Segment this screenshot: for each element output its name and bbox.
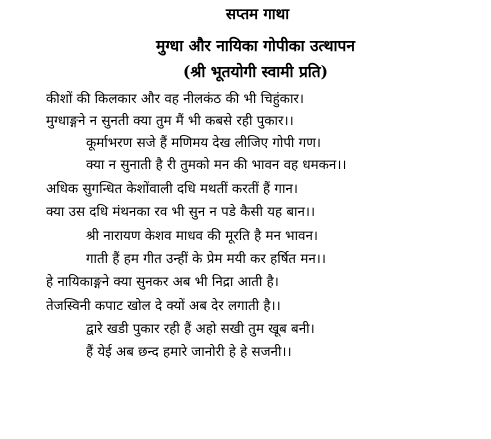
verse-line-4: क्या न सुनाती है री तुमको मन की भावन वह धमकन।। — [86, 158, 347, 173]
verse-line-7: श्री नारायण केशव माधव की मूरति है मन भावन। — [86, 229, 319, 244]
verse-line-12: हैं येई अब छन्द हमारे जानोरी हे हे सजनी।। — [86, 345, 292, 360]
verse-line-1: कीशों की किलकार और वह नीलकंठ की भी चिहुंकार। — [46, 92, 304, 107]
verse-line-8: गाती हैं हम गीत उन्हीं के प्रेम मयी कर हर्षित मन।। — [86, 252, 326, 267]
verse-line-5: अधिक सुगन्धित केशोंवाली दधि मथतीं करतीं हैं गान। — [46, 182, 298, 197]
poem-title: सप्तम गाथा — [225, 5, 290, 23]
verse-line-6: क्या उस दधि मंथनका रव भी सुन न पडे कैसी यह बान।। — [46, 205, 316, 220]
poem-subtitle: मुग्धा और नायिका गोपीका उत्थापन — [156, 36, 355, 55]
verse-line-2: मुग्धाङ्गने न सुनती क्या तुम मैं भी कबसे रही पुकार।। — [46, 114, 294, 129]
verse-line-3: कूर्माभरण सजे हैं मणिमय देख लीजिए गोपी गण। — [86, 136, 321, 151]
verse-line-11: द्वारे खडी पुकार रही हैं अहो सखी तुम खूब बनी। — [86, 322, 315, 337]
verse-line-9: हे नायिकाङ्गने क्या सुनकर अब भी निद्रा आती है। — [46, 275, 279, 290]
poem-dedication: (श्री भूतयोगी स्वामी प्रति) — [183, 62, 328, 81]
verse-line-10: तेजस्विनी कपाट खोल दे क्यों अब देर लगाती है।। — [46, 299, 281, 314]
